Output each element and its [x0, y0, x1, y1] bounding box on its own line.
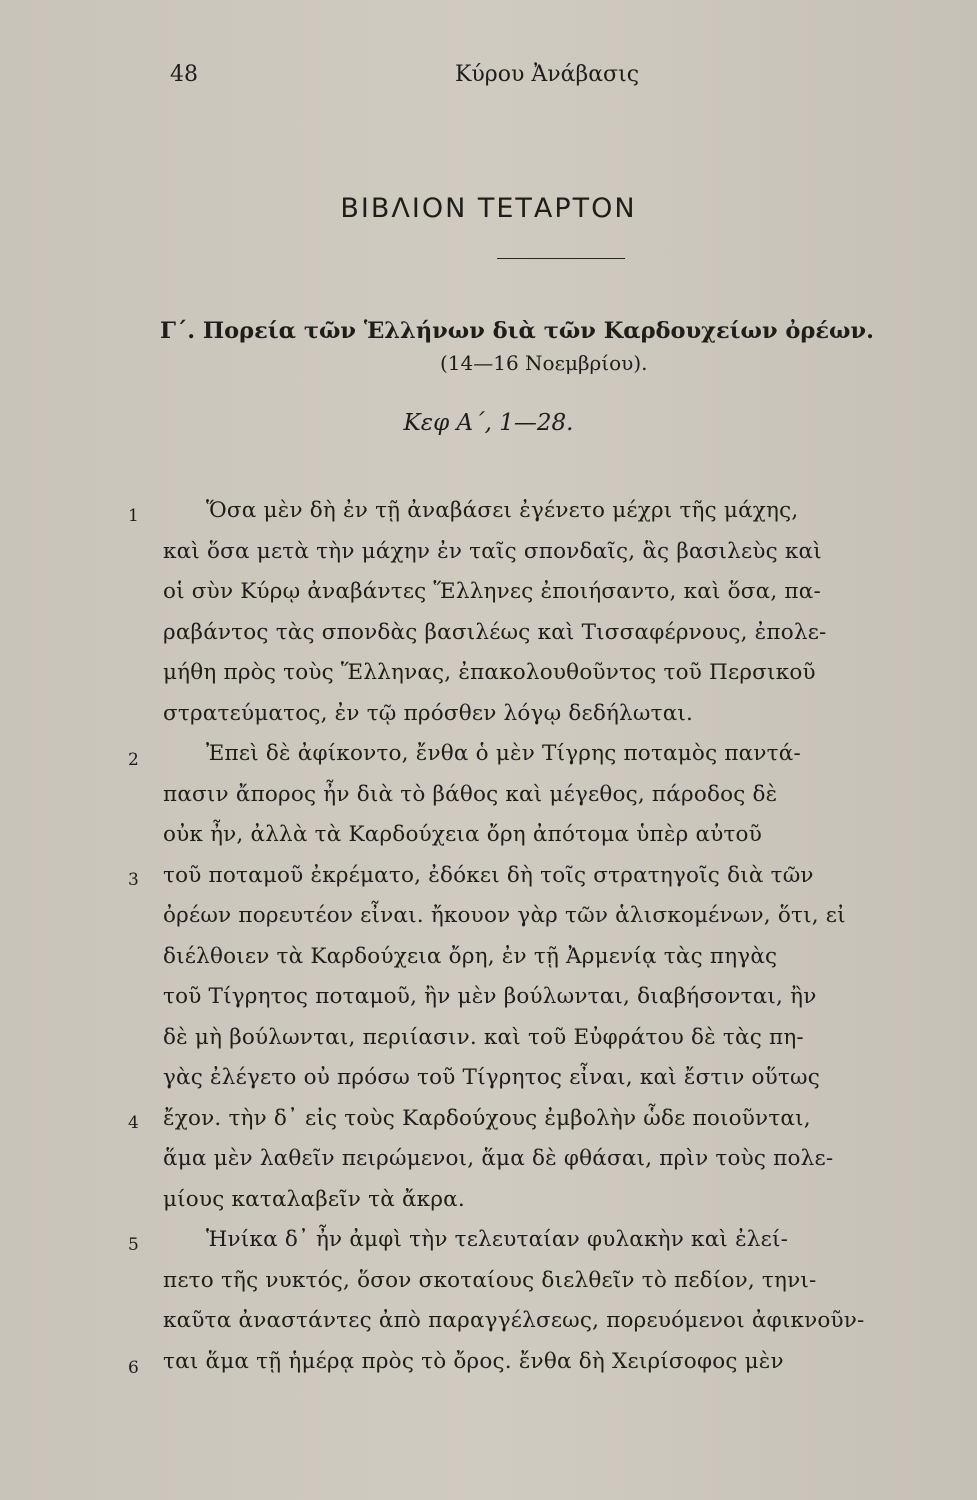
margin-number: 3 — [128, 870, 139, 890]
text-line: Ὅσα μὲν δὴ ἐν τῇ ἀναβάσει ἐγένετο μέχρι τῆς μάχης, — [206, 498, 799, 523]
title-divider — [497, 258, 625, 259]
text-line: Ἡνίκα δ᾽ ἦν ἀμφὶ τὴν τελευταίαν φυλακὴν καὶ ἐλεί- — [206, 1227, 789, 1252]
section-dates: (14—16 Νοεμβρίου). — [440, 351, 648, 375]
text-line: Ἐπεὶ δὲ ἀφίκοντο, ἔνθα ὁ μὲν Τίγρης ποταμὸς παντά- — [206, 741, 801, 766]
margin-number: 4 — [128, 1113, 139, 1133]
text-line: ἅμα μὲν λαθεῖν πειρώμενοι, ἅμα δὲ φθάσαι, πρὶν τοὺς πολε- — [163, 1146, 834, 1171]
page-number: 48 — [170, 62, 198, 87]
text-line: τοῦ ποταμοῦ ἐκρέματο, ἐδόκει δὴ τοῖς στρατηγοῖς διὰ τῶν — [163, 863, 814, 888]
text-line: ται ἅμα τῇ ἡμέρᾳ πρὸς τὸ ὄρος. ἔνθα δὴ Χειρίσοφος μὲν — [163, 1349, 784, 1374]
chapter-reference: Κεφ Α΄, 1—28. — [403, 410, 574, 436]
text-line: μίους καταλαβεῖν τὰ ἄκρα. — [163, 1187, 465, 1212]
text-line: διέλθοιεν τὰ Καρδούχεια ὄρη, ἐν τῇ Ἀρμενίᾳ τὰς πηγὰς — [163, 944, 778, 969]
text-line: καὶ ὅσα μετὰ τὴν μάχην ἐν ταῖς σπονδαῖς, ἃς βασιλεὺς καὶ — [163, 539, 822, 564]
section-heading: Γ΄. Πορεία τῶν Ἑλλήνων διὰ τῶν Καρδουχείων ὀρέων. — [160, 318, 874, 344]
book-title: ΒΙΒΛΙΟΝ ΤΕΤΑΡΤΟΝ — [340, 193, 637, 224]
text-line: μήθη πρὸς τοὺς Ἕλληνας, ἐπακολουθοῦντος τοῦ Περσικοῦ — [163, 660, 816, 685]
text-line: ἔχον. τὴν δ᾽ εἰς τοὺς Καρδούχους ἐμβολὴν ὧδε ποιοῦνται, — [163, 1106, 811, 1131]
running-title: Κύρου Ἀνάβασις — [455, 62, 640, 87]
text-line: στρατεύματος, ἐν τῷ πρόσθεν λόγῳ δεδήλωται. — [163, 701, 694, 726]
text-line: γὰς ἐλέγετο οὐ πρόσω τοῦ Τίγρητος εἶναι, καὶ ἔστιν οὕτως — [163, 1065, 821, 1090]
margin-number: 5 — [128, 1235, 139, 1255]
text-line: ὀρέων πορευτέον εἶναι. ἤκουον γὰρ τῶν ἁλισκομένων, ὅτι, εἰ — [163, 903, 846, 928]
text-line: πασιν ἄπορος ἦν διὰ τὸ βάθος καὶ μέγεθος, πάροδος δὲ — [163, 782, 778, 807]
margin-number: 1 — [128, 506, 139, 526]
text-line: τοῦ Τίγρητος ποταμοῦ, ἢν μὲν βούλωνται, διαβήσονται, ἢν — [163, 984, 817, 1009]
text-line: πετο τῆς νυκτός, ὅσον σκοταίους διελθεῖν τὸ πεδίον, τηνι- — [163, 1268, 817, 1293]
margin-number: 6 — [128, 1358, 139, 1378]
text-line: οἱ σὺν Κύρῳ ἀναβάντες Ἕλληνες ἐποιήσαντο, καὶ ὅσα, πα- — [163, 579, 821, 604]
text-line: οὐκ ἦν, ἀλλὰ τὰ Καρδούχεια ὄρη ἀπότομα ὑπὲρ αὐτοῦ — [163, 822, 762, 847]
text-line: δὲ μὴ βούλωνται, περιίασιν. καὶ τοῦ Εὐφράτου δὲ τὰς πη- — [163, 1025, 804, 1050]
text-line: καῦτα ἀναστάντες ἀπὸ παραγγέλσεως, πορευόμενοι ἀφικνοῦν- — [163, 1308, 865, 1333]
margin-number: 2 — [128, 750, 139, 770]
page-header — [0, 62, 977, 98]
text-line: ραβάντος τὰς σπονδὰς βασιλέως καὶ Τισσαφέρνους, ἐπολε- — [163, 620, 827, 645]
